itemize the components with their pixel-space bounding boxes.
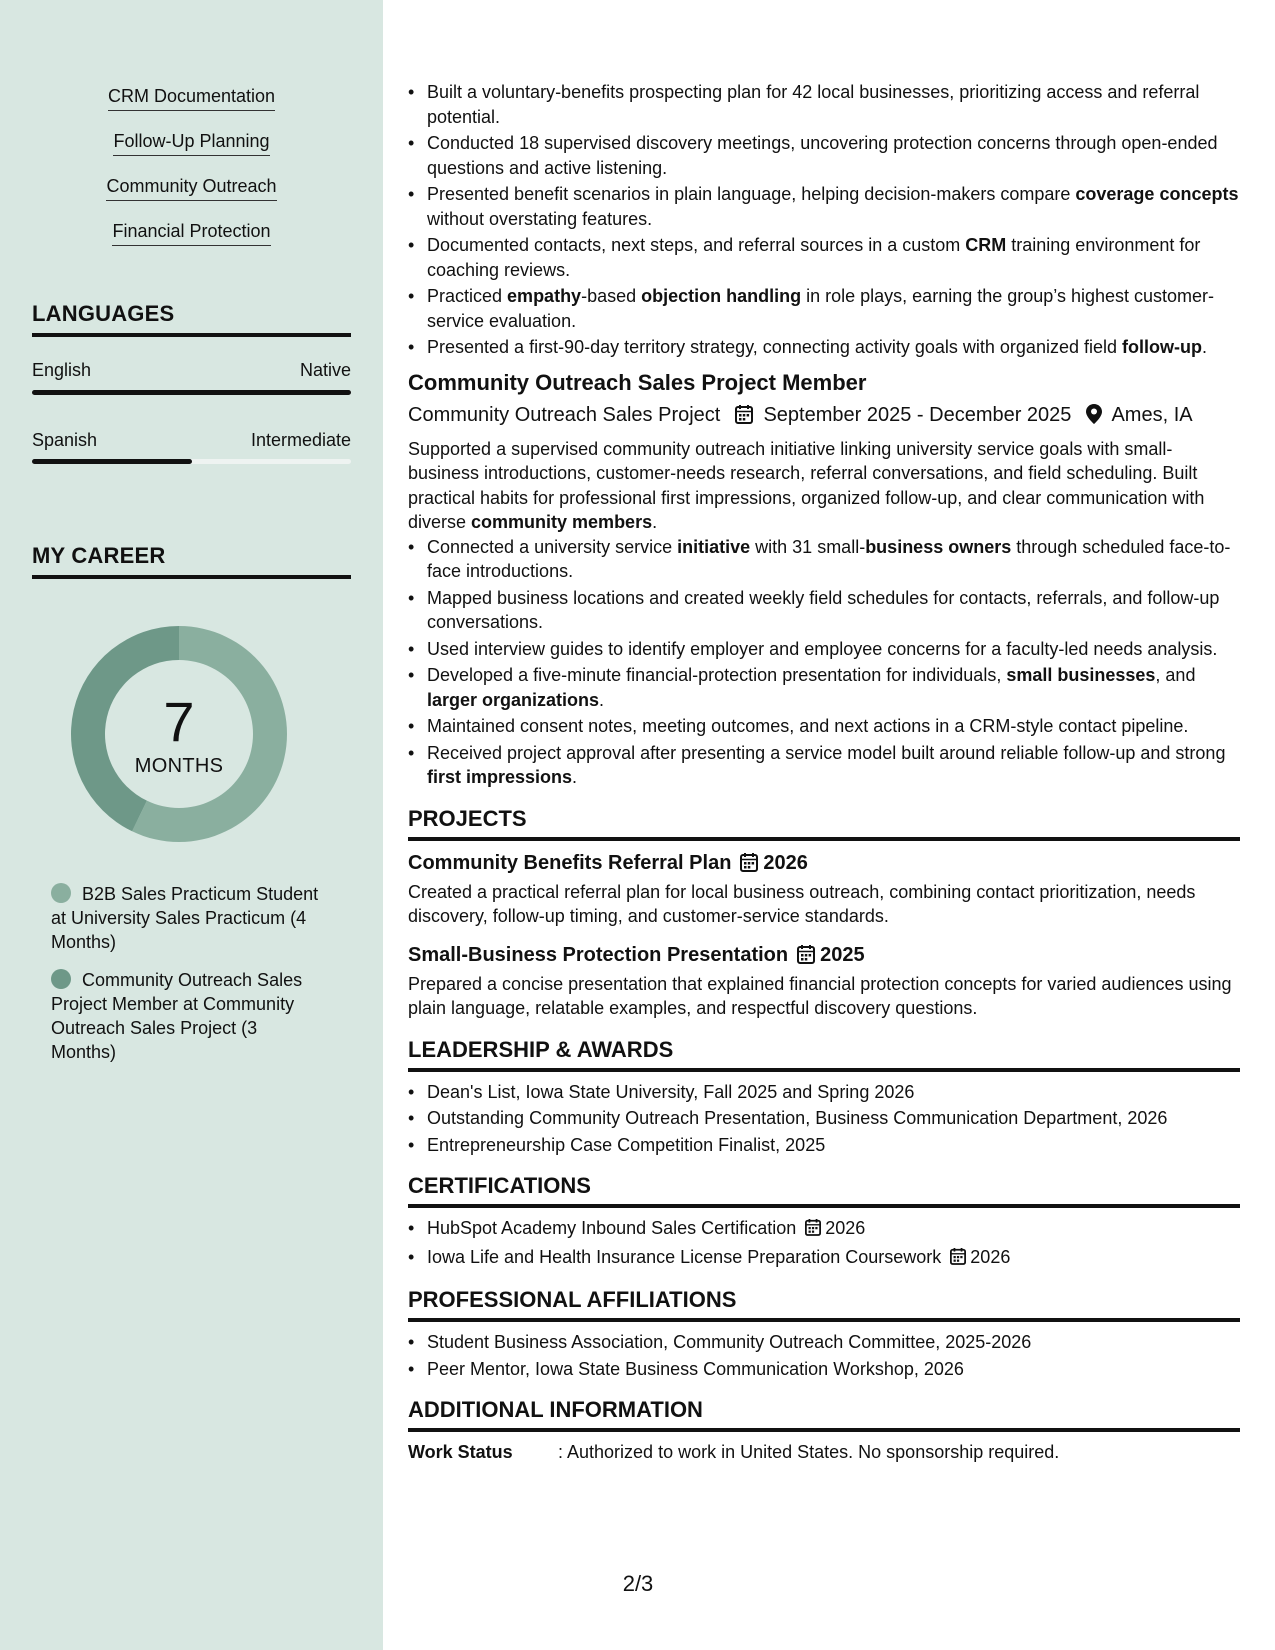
legend-label: B2B Sales Practicum Student at University Sales Practicum (4 Months) (51, 884, 319, 952)
legend-dot (51, 969, 71, 989)
page-number: 2/3 (622, 1571, 654, 1596)
certification-year: 2026 (825, 1218, 866, 1238)
career-total-unit: MONTHS (134, 755, 224, 777)
project-year: 2025 (820, 943, 865, 966)
language-level: Intermediate (250, 430, 351, 450)
career-heading: MY CAREER (32, 541, 351, 579)
project-name: Community Benefits Referral Plan (408, 851, 732, 874)
language-name: English (32, 360, 92, 380)
list-item: • Used interview guides to identify employer and employee concerns for a faculty-led needs analysis. (408, 637, 1240, 662)
list-item: • Dean's List, Iowa State University, Fall 2025 and Spring 2026 (408, 1080, 1240, 1105)
calendar-icon (735, 403, 753, 433)
language-name: Spanish (32, 430, 98, 450)
list-item: • Connected a university service initiative with 31 small-business owners through scheduled face-to-face introductions. (408, 535, 1240, 584)
list-item: • Received project approval after presenting a service model built around reliable follow-up and strong first impressions. (408, 741, 1240, 790)
career-legend-item (51, 882, 321, 954)
role-bullets (408, 535, 1240, 790)
work-status-value: : Authorized to work in United States. No sponsorship required. (558, 1442, 1060, 1462)
project-description: Prepared a concise presentation that explained financial protection concepts for varied audiences using plain language, relatable examples, and respectful discovery questions. (408, 973, 1232, 1018)
career-legend-item (51, 968, 321, 1064)
certifications-list (408, 1216, 1240, 1271)
previous-role-bullets (408, 80, 1240, 360)
language-proficiency-fill (32, 459, 192, 464)
project-title (408, 849, 1240, 880)
leadership-list (408, 1080, 1240, 1158)
calendar-icon (797, 944, 815, 972)
project-year: 2026 (763, 851, 808, 874)
language-proficiency-bar (32, 390, 351, 395)
list-item: • Documented contacts, next steps, and referral sources in a custom CRM training environment for coaching reviews. (408, 233, 1240, 282)
role-organization: Community Outreach Sales Project (408, 403, 721, 426)
sidebar (0, 0, 383, 1650)
career-total-months: 7 (163, 690, 195, 753)
calendar-icon (805, 1218, 821, 1243)
list-item: • Conducted 18 supervised discovery meetings, uncovering protection concerns through open-ended questions and active listening. (408, 131, 1240, 180)
certification-year: 2026 (970, 1246, 1011, 1267)
language-level: Native (299, 360, 351, 380)
list-item: • Built a voluntary-benefits prospecting plan for 42 local businesses, prioritizing access and referral potential. (408, 80, 1240, 129)
work-status-row (408, 1440, 1240, 1466)
project-title (408, 941, 1240, 972)
list-item: • Presented benefit scenarios in plain language, helping decision-makers compare coverage concepts without overstating features. (408, 182, 1240, 231)
work-status-label: Work Status (408, 1442, 513, 1462)
certification-name: HubSpot Academy Inbound Sales Certification (427, 1218, 797, 1238)
list-item: • Peer Mentor, Iowa State Business Communication Workshop, 2026 (408, 1357, 1240, 1382)
project-name: Small-Business Protection Presentation (408, 943, 789, 966)
list-item (408, 1216, 1240, 1243)
calendar-icon (740, 852, 758, 880)
calendar-icon (950, 1247, 966, 1272)
main-content (408, 80, 1240, 1466)
skill-tag: Community Outreach (106, 174, 276, 201)
role-location: Ames, IA (1111, 403, 1193, 426)
skill-tag: Financial Protection (112, 219, 270, 246)
leadership-heading: LEADERSHIP & AWARDS (408, 1035, 1240, 1072)
skill-tag: Follow-Up Planning (113, 129, 269, 156)
additional-info-heading: ADDITIONAL INFORMATION (408, 1395, 1240, 1432)
list-item: • Practiced empathy-based objection handling in role plays, earning the group’s highest customer-service evaluation. (408, 284, 1240, 333)
project-description: Created a practical referral plan for local business outreach, combining contact prioritization, needs discovery, follow-up timing, and customer-service standards. (408, 881, 1196, 926)
list-item (408, 1245, 1240, 1272)
certification-name: Iowa Life and Health Insurance License Preparation Coursework (427, 1246, 942, 1267)
role-summary: Supported a supervised community outreach initiative linking university service goals with small-business introductions, customer-needs research, referral conversations, and field scheduling. Built practical habits for professional first impressions, organized follow-up, and clear communication with diverse community members. (408, 438, 1205, 532)
certifications-heading: CERTIFICATIONS (408, 1171, 1240, 1208)
role-dates: September 2025 - December 2025 (763, 403, 1072, 426)
map-pin-icon (1086, 403, 1102, 433)
languages-heading: LANGUAGES (32, 299, 351, 337)
language-proficiency-fill (32, 390, 351, 395)
list-item: • Student Business Association, Community Outreach Committee, 2025-2026 (408, 1330, 1240, 1355)
legend-dot (51, 883, 71, 903)
role-meta (408, 400, 1240, 433)
list-item: • Mapped business locations and created weekly field schedules for contacts, referrals, and follow-up conversations. (408, 586, 1240, 635)
list-item: • Entrepreneurship Case Competition Finalist, 2025 (408, 1133, 1240, 1158)
language-proficiency-bar (32, 459, 351, 464)
affiliations-list (408, 1330, 1240, 1381)
projects-heading: PROJECTS (408, 804, 1240, 841)
list-item: • Outstanding Community Outreach Presentation, Business Communication Department, 2026 (408, 1106, 1240, 1131)
list-item: • Presented a first-90-day territory strategy, connecting activity goals with organized field follow-up. (408, 335, 1240, 360)
list-item: • Developed a five-minute financial-protection presentation for individuals, small businesses, and larger organizations. (408, 663, 1240, 712)
role-title: Community Outreach Sales Project Member (408, 369, 867, 395)
list-item: • Maintained consent notes, meeting outcomes, and next actions in a CRM-style contact pipeline. (408, 714, 1240, 739)
affiliations-heading: PROFESSIONAL AFFILIATIONS (408, 1285, 1240, 1322)
skill-tag: CRM Documentation (108, 84, 275, 111)
legend-label: Community Outreach Sales Project Member at Community Outreach Sales Project (3 Months) (51, 970, 303, 1062)
skills-list (32, 84, 351, 264)
